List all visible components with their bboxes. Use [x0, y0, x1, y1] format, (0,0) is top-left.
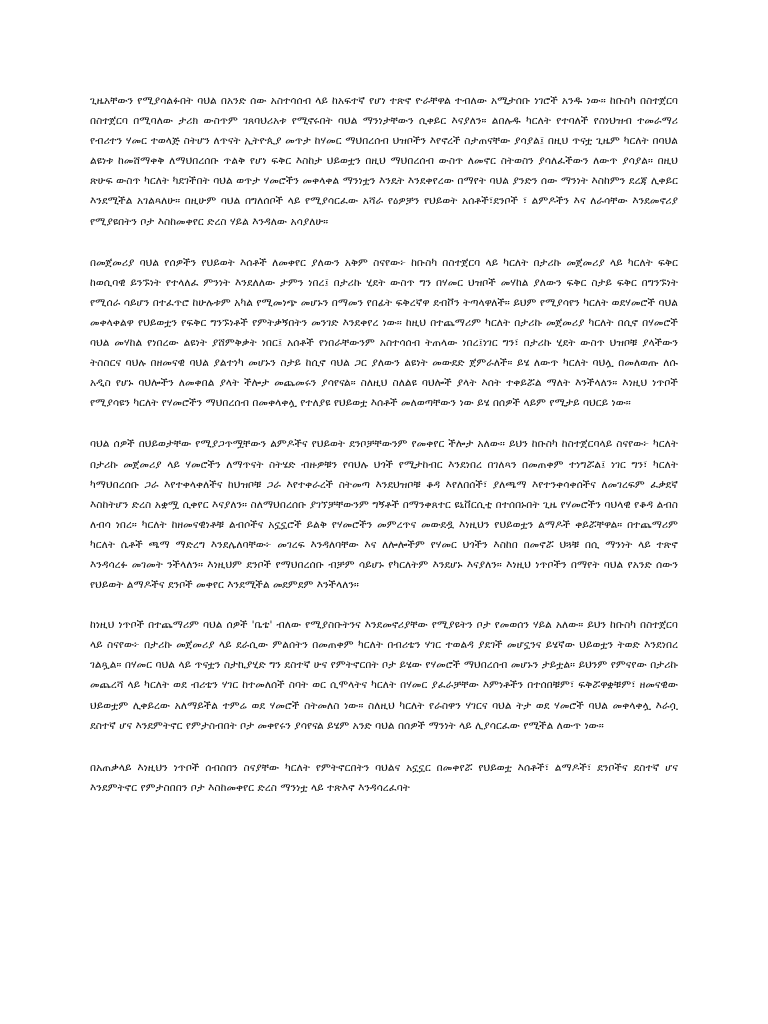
paragraph-home-place: ከነዚህ ነጥቦች በተጨማሪም ባህል ሰዎች 'ቤቴ' ብለው የሚያስቡትንና እንደመኖሪያቸው የሚያዩትን ቦታ የመወሰን ሃይል አለው። ይህን ከቡስካ በስተጀርባ ላይ ስናየው፦ በታሪኩ መጀመሪያ ላይ ደራሲው ምልሰትን በመጠቀም ካርለት በብሪቴን ሃገር ተወልዳ ያደገች መሆኗንና ይሄኛው ህይወቷን ትወድ እንደነበረ ገልጿል። በሃመር ባህል ላይ ጥናቷን ስታኪያሂድ ግን ደስተኛ ሁና የምትኖርበት ቦታ ይሄው የሃመሮች ማህበረሰብ መሆኑን ታይቷል። ይህንም የምናየው በታሪኩ መጨረሻ ላይ ካርለት ወደ ብሪቴን ሃገር ከተመለሰች ስባት ወር ሲሞላትና ካርለት በሃመር ያፈራቻቸው እምነቶችን በተሰበቹም፣ ፍቅሯዋቋቹም፣ ዘመናዊው ህይወቷም ሊቀይረው አለማይችል ተምሬ ወደ ሃመሮች ስትመለስ ነው። ስለዚህ ካርለት የራስዋን ሃገርና ባህል ትታ ወደ ሃመሮች ባህል መቀላቀሏ እራሷ ደስተኛ ሆና እንደምትኖር የምታስብበት ቦታ መቀየሩን ያሳየናል ይሄም አንድ ባህል በሰዎች ማንነት ላይ ሊያሳርፈው የሚችል ለውጥ ነው።: [90, 619, 678, 732]
paragraph-conclusion: በአጠቃላይ እነዚህን ነጥቦች ሰብስበን ስናያቸው ካርለት የምትኖርበትን ባህልና አኗኗር በመቀየሯ የህይወቷ እሰቶች፣ ልማዶች፣ ደንቦችና ደስተኛ ሆና እንደምትኖር የምታስበበን ቦታ እስከመቀየር ድረስ ማንነቷ ላይ ተጽእኖ እንዳሳረፈባት: [90, 761, 678, 794]
paragraph-introduction: ጊዜአቸውን የሚያሳልፉበት ባህል በአንድ ሰው አስተሳሰብ ላይ ከአፍተኛ የሆነ ተጽኖ ዮራቸዋል ተብለው አሚታሰቡ ነገሮች አንዱ ነው። ከቡስካ በስተጀርባ በስተጀርባ በሚባለው ታሪክ ውስጥም ገጸባህሪአቱ የሚኖሩበት ባህል ማንነታቸውን ሲቀይር እናያለን። ልበሉዱ ካርለት የተባለች የስነህዝብ ተመራማሪ የብሪተን ሃመር ተወላጅ ስትሆን ለጥናት ኢትዮጲያ መጥታ ከሃመር ማህበረሰብ ህዝቦችን እየኖረች ስታጠናቸው ያሳያል፤ በዚህ ጥናቷ ጊዜም ካርለት በባህል ልዩነቱ ከመሸማቀቅ ለማህበረሰቡ ጥልቅ የሆነ ፍቅር እስከታ ህይወቷን በዚህ ማህበረሰብ ውስጥ ለመኖር ስትወስን ያሳለፈችውን ለውጥ ያሳያል። በዚህ ጽሁፍ ውስጥ ካርለት ካደገችበት ባህል ወጥታ ሃመሮችን መቀላቀል ማንነቷን እንዴት እንደቀየረው በማየት ባህል ያንድን ሰው ማንነት እስከምን ደረጃ ሊቀይር እንደሚችል አገልጻለሁ። በዚሁም ባህል በግለሰቦች ላይ የሚያሳርፈው አሻራ የዕዎቻን የህይወት አሰቶች፣ደንቦች ፣ ልምዶችን እና ለራሳቸው እንደመኖሪያ የሚያዩበትን ቦታ እስከመቀየር ድረስ ሃይል እንዳለው አሳያለሁ።: [90, 95, 678, 228]
paragraph-life-views: በመጀመሪያ ባህል የሰዎችን የህይወት እሰቶች ለመቀየር ያለውን አቅም ስናየው፦ ከቡስካ በስተጀርባ ላይ ካርለት በታሪኩ መጀመሪያ ላይ ካርለት ፍቅር ከወሲባዊ ይንኙነት የተላለፈ ምንነት እንደለለው ታምን ነበረ፤ በታሪኩ ሂደት ውስጥ ግን በሃመር ህዝቦች መሃከል ያለውን ፍቅር ስታይ ፍቅር በግንኙነት የሚሰራ ሳይሆን በተፈጥሮ ከሁሉቱም አካል የሚመነጭ መሆኑን በማመን የበፊት ፍቅረኛዋ ደብቮን ትጣላዋለች። ይህም የሚያሳየን ካርለት ወደሃመሮች ባህል መቀላቀልዋ የህይወቷን የፍቅር ግንኙነቶች የምትቃኝበትን መንገድ እንደቀየረ ነው። ከዚህ በተጨማሪም ካርለት በታሪኩ መጀመሪያ ካርለት በሲኖ በሃመሮች ባህል መሃከል የነበረው ልዩነት ያሸምቅቃት ነበር፤ አሰቶች የነበራቸውንም አስተሳሰብ ትጠላው ነበረ፤ነገር ግን፣ በታሪኩ ሂደት ውስጥ ህዝቦቹ ያላችውን ትስስርና ባህሉ በዘመናዊ ባህል ያልተነካ መሆኑን ስታይ ከሲኖ ባህል ጋር ያለውን ልዩነት መውደድ ጀምራለች። ይሄ ለውጥ ካርለት ባህሏ በመለወጡ ለሱ አዲስ የሆኑ ባህሎችን ለመቀበል ያላት ችሎታ መጨመሩን ያሳየናል። ስለዚህ ስለልዩ ባህሎች ያላት እሰት ተቀይሯል ማለት እንችላለን። እነዚህ ነጥቦች የሚያሳዩን ካርለት የሃመሮችን ማህበረሰብ በመቀላቀሏ የተለያዩ የህይወቷ እሰቶች መለወጣቸውን ነው ይሄ በሰዎች ላይም የሚታይ ባህርይ ነው።: [90, 256, 678, 410]
document-page: [90, 91, 678, 798]
paragraph-habits-rules: ባህል ሰዎች በህይወታቸው የሚያጋጥሟቸውን ልምዶችና የህይወት ደንቦቻቸውንም የመቀየር ችሎታ አለው። ይህን ከቡስካ ከስተጀርባላይ ስናየው፦ ካርለት በታሪኩ መጀመሪያ ላይ ሃመሮችን ለማጥናት ስትሄድ ብዙዎቹን የባህሉ ህጎች የሚታከብር እንደነበረ በገለጻን በመጠቀም ተነግሯል፤ ነገር ግን፣ ካርለት ካማህበረሰቡ ጋራ እየተቀላቀለችና ከህዝቦቹ ጋራ እየተቀራረች ስትመጣ እንደህዝቦቹ ቆዳ እየለበሰች፣ ያለጫማ እየተንቀሳቀሰችና ለመገረፍም ፈቃደኛ እስከትሆን ድረስ አቋሟ ሲቀየር እናያለን። ስለማህበረሰቡ ያገኘቻቸውንም ግኝቶች በማንቀጸተር ዩኒቨርሲቲ በተሰበኑበት ጊዜ የሃመሮችን ባህላዊ የቆዳ ልብስ ለብሳ ነበረ። ካርለት ከዘመናዊነቶቹ ልብሶችና አኗኗሮች ይልቅ የሃመሮችን መምረጥና መውደዷ እነዚህን የህይወቷን ልማዶች ቀይሯቸዋል። በተጨማሪም ካርለት ሴቶች ጫማ ማድረግ እንደሌለባቸው፦ መገረፍ እንዳለባቸው እና ለሎሎችም የሃመር ህጎችን እስከበ በመኖሯ ህጓቹ በሲ ማንነት ላይ ተጽኖ እንዳሳረፉ መገመት ንችላለን። እነዚህም ደንቦች የማህበረሰቡ ብቻም ሳይሆኑ የካርለትም እንደሆኑ እናያለን። እነዚህ ነጥቦችን በማየት ባህል የአንድ ሰውን የህይወት ልማዶችና ደንቦች መቀየር እንደሚችል መደምደም እንችላለን።: [90, 438, 678, 592]
